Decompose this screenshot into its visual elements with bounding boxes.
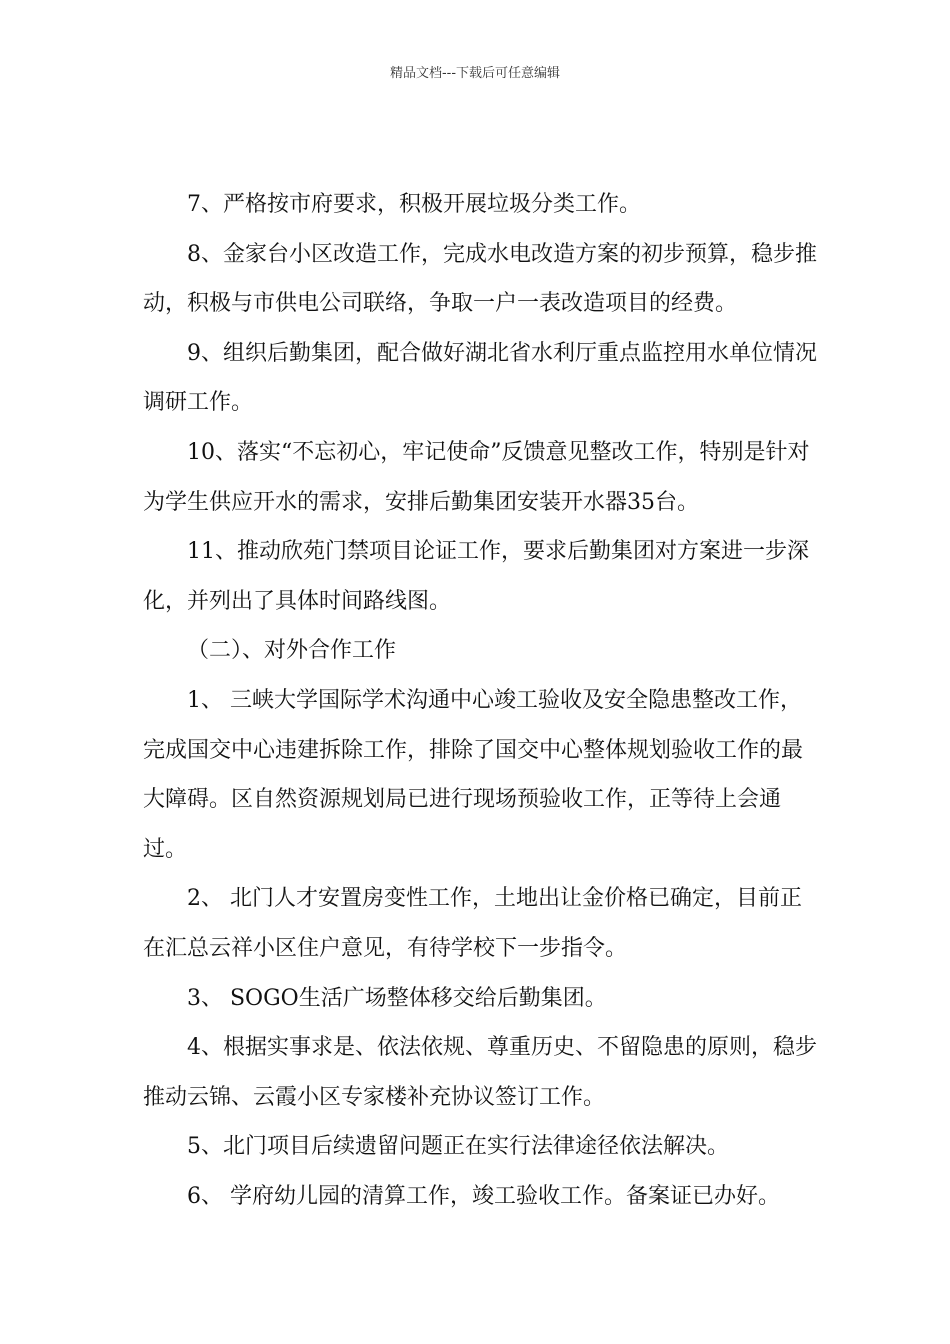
paragraph-item-10: 10、落实“不忘初心，牢记使命”反馈意见整改工作，特别是针对为学生供应开水的需求，安排后勤集团安装开水器35台。 (143, 439, 810, 515)
paragraph-item-9: 9、组织后勤集团，配合做好湖北省水利厅重点监控用水单位情况调研工作。 (143, 340, 817, 416)
paragraph-item-ext-6: 6、 学府幼儿园的清算工作，竣工验收工作。备案证已办好。 (187, 1183, 780, 1209)
paragraph-item-11: 11、推动欣苑门禁项目论证工作，要求后勤集团对方案进一步深化，并列出了具体时间路线图。 (143, 539, 809, 614)
paragraph-item-ext-1: 1、 三峡大学国际学术沟通中心竣工验收及安全隐患整改工作，完成国交中心违建拆除工作，排除了国交中心整体规划验收工作的最大障碍。区自然资源规划局已进行现场预验收工作，正等待上会通过。 (143, 687, 804, 862)
paragraph-item-ext-5: 5、北门项目后续遗留问题正在实行法律途径依法解决。 (187, 1134, 729, 1160)
paragraph-item-8: 8、金家台小区改造工作，完成水电改造方案的初步预算，稳步推动，积极与市供电公司联络，争取一户一表改造项目的经费。 (143, 241, 817, 317)
document-body (143, 180, 823, 1221)
paragraph-item-ext-2: 2、 北门人才安置房变性工作，土地出让金价格已确定，目前正在汇总云祥小区住户意见，有待学校下一步指令。 (143, 886, 802, 961)
paragraph-item-ext-3: 3、 SOGO生活广场整体移交给后勤集团。 (187, 985, 607, 1011)
paragraph-item-ext-4: 4、根据实事求是、依法依规、尊重历史、不留隐患的原则，稳步推动云锦、云霞小区专家楼补充协议签订工作。 (143, 1035, 817, 1110)
paragraph-item-7: 7、严格按市府要求，积极开展垃圾分类工作。 (187, 192, 641, 217)
page-header: 精品文档---下载后可任意编辑 (389, 66, 561, 81)
section-heading-external-cooperation: （二）、对外合作工作 (187, 638, 397, 664)
